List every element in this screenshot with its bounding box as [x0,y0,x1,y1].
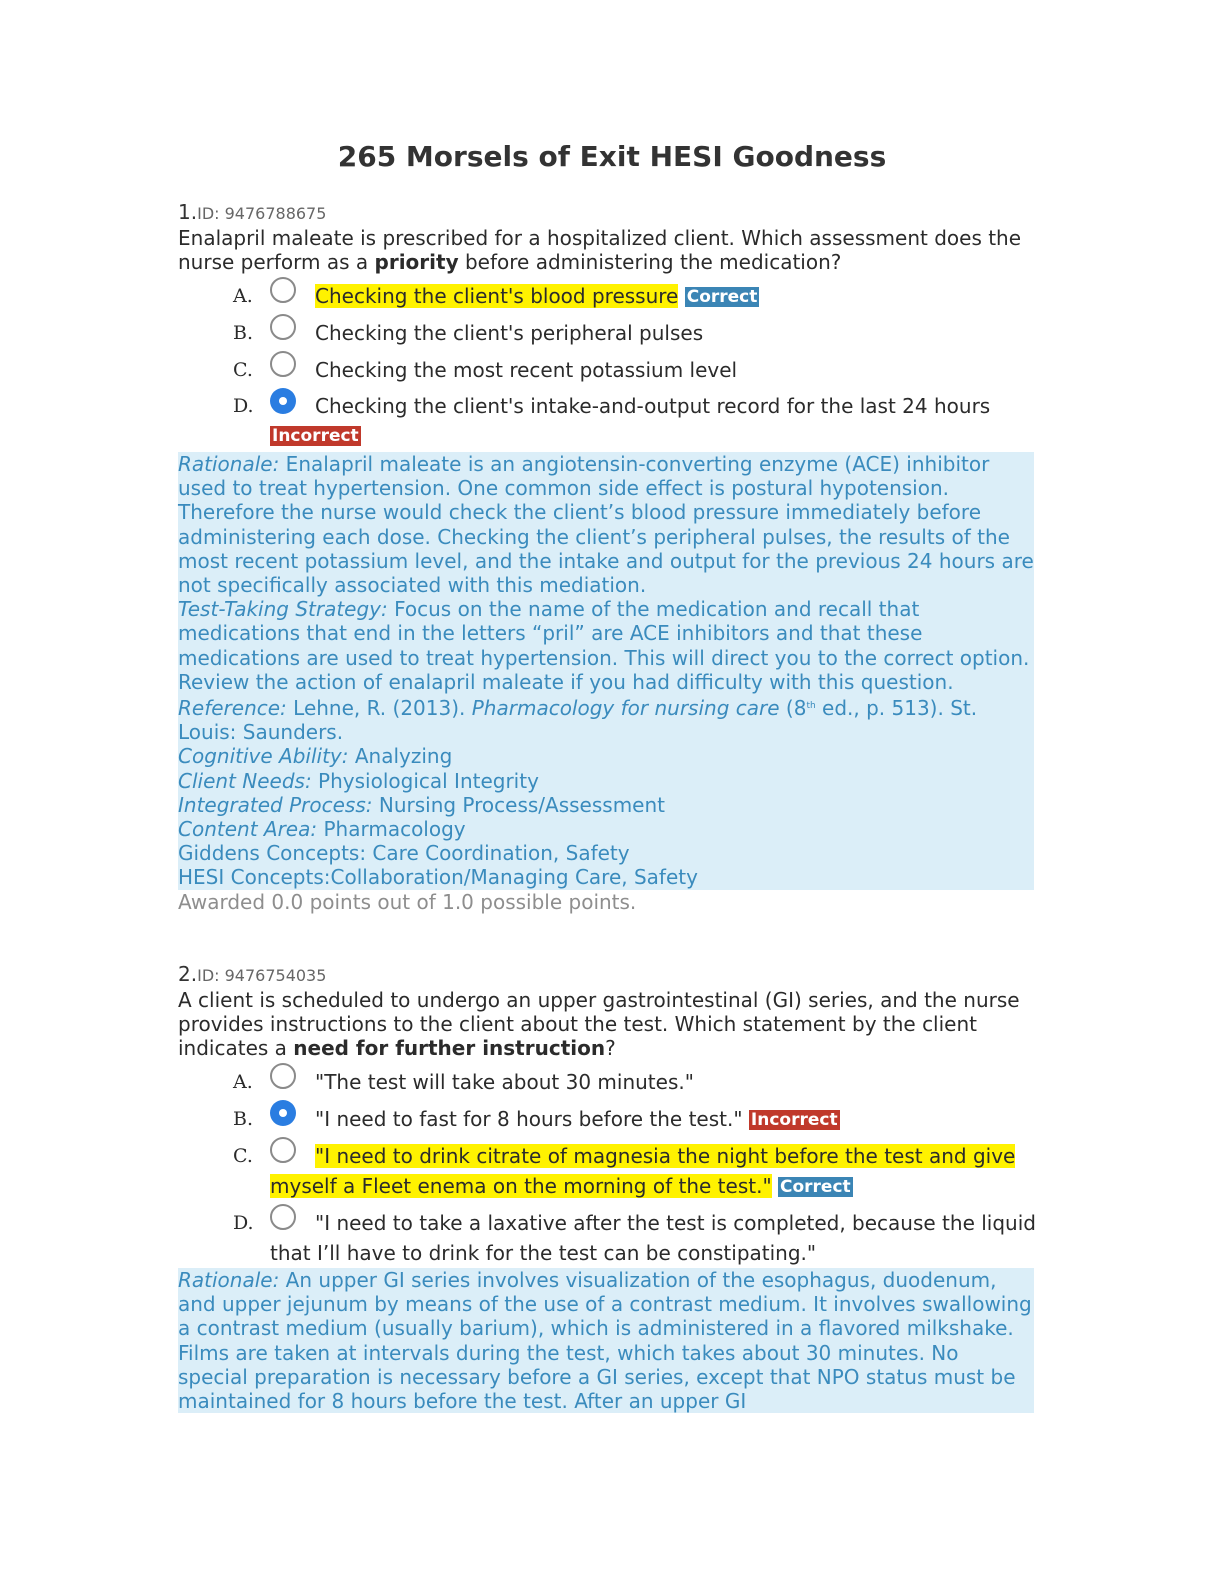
rationale-text: An upper GI series involves visualization of the esophagus, duodenum, and upper jejunum by means of the use of a contrast medium. It involves swallowing a contrast medium (usually barium), which is administered in a flavored milkshake. Films are taken at intervals during the test, which takes about 30 minutes. No special preparation is necessary before a GI series, except that NPO status must be maintained for 8 hours before the test. After an upper GI [178,1268,1032,1414]
rationale-paragraph [178,1268,1034,1413]
cognitive-value: Analyzing [348,744,453,769]
option-letter: A. [233,285,253,307]
option-text: Checking the client's intake-and-output record for the last 24 hours [315,394,991,418]
client-needs-line [178,769,1034,793]
question-id: ID: 9476788675 [197,204,327,223]
option-text: Checking the client's peripheral pulses [315,321,704,345]
awarded-points: Awarded 0.0 points out of 1.0 possible points. [178,889,637,914]
giddens-concepts-line: Giddens Concepts: Care Coordination, Safety [178,841,630,866]
option-letter: B. [233,322,254,344]
radio-button[interactable] [270,314,296,340]
reference-publisher: ed., p. 513). St. Louis: Saunders. [178,696,978,745]
page-title: 265 Morsels of Exit HESI Goodness [337,140,887,173]
question-number: 1. [178,200,198,224]
client-needs-value: Physiological Integrity [311,768,539,793]
radio-button-selected[interactable] [270,388,296,414]
answer-option-a[interactable] [178,1067,1038,1097]
stem-text: Enalapril maleate is prescribed for a hospitalized client. Which assessment does the nurse perform as a [178,226,1022,274]
stem-emphasis: need for further instruction [293,1036,606,1060]
rationale-text: Enalapril maleate is an angiotensin-converting enzyme (ACE) inhibitor used to treat hypertension. One common side effect is postural hypotension. Therefore the nurse would check the client’s blood pressure immediately before administering each dose. Checking the client’s peripheral pulses, the results of the most recent potassium level, and the intake and output for the previous 24 hours are not specifically associated with this mediation. [178,452,1034,598]
answer-option-d[interactable] [178,1208,1038,1268]
answer-option-d[interactable] [178,392,1038,450]
radio-button[interactable] [270,351,296,377]
option-text: "I need to take a laxative after the test is completed, because the liquid that I’ll have to drink for the test can be constipating." [270,1211,1036,1265]
reference-author: Lehne, R. (2013). [286,696,472,721]
correct-badge: Correct [780,1177,851,1197]
radio-button[interactable] [270,277,296,303]
option-letter: D. [233,1212,254,1234]
reference-edition: (8 [779,696,807,721]
question-1 [178,200,1038,914]
option-letter: C. [233,359,253,381]
hesi-concepts-line: HESI Concepts:Collaboration/Managing Care, Safety [178,865,698,890]
question-2 [178,962,1038,1413]
radio-button[interactable] [270,1137,296,1163]
stem-text: A client is scheduled to undergo an upper gastrointestinal (GI) series, and the nurse provides instructions to the client about the test. Which statement by the client indicates a [178,988,1020,1060]
answer-option-b[interactable] [178,1104,1038,1134]
answer-option-c[interactable] [178,1141,1038,1201]
incorrect-badge: Incorrect [750,1110,838,1130]
stem-emphasis: priority [374,250,459,274]
option-text: Checking the client's blood pressure [315,284,679,308]
reference-book-title: Pharmacology for nursing care [471,696,780,721]
option-text: Checking the most recent potassium level [315,358,738,382]
option-text: "The test will take about 30 minutes." [315,1070,694,1094]
answer-options [178,281,1038,450]
answer-option-a[interactable] [178,281,1038,311]
rationale-box [178,452,1034,890]
integrated-process-line [178,793,1034,817]
cognitive-label: Cognitive Ability: [178,744,349,769]
question-header [178,200,1038,226]
strategy-label: Test-Taking Strategy: [178,597,388,622]
cognitive-ability-line [178,744,1034,768]
option-letter: B. [233,1108,254,1130]
option-text: "I need to drink citrate of magnesia the night before the test and give myself a Fleet enema on the morning of the test." [270,1144,1016,1198]
rationale-label: Rationale: [178,452,280,476]
process-label: Integrated Process: [178,792,373,817]
radio-button[interactable] [270,1204,296,1230]
rationale-box [178,1268,1034,1413]
strategy-paragraph [178,597,1034,694]
rationale-paragraph [178,452,1034,597]
answer-option-c[interactable] [178,355,1038,385]
option-letter: D. [233,395,254,417]
radio-button-selected[interactable] [270,1100,296,1126]
content-area-label: Content Area: [178,817,318,842]
strategy-text: Focus on the name of the medication and recall that medications that end in the letters “pril” are ACE inhibitors and that these medications are used to treat hypertension. This will direct you to the correct option. Review the action of enalapril maleate if you had difficulty with this question. [178,597,1030,694]
client-needs-label: Client Needs: [178,768,312,793]
content-area-line [178,817,1034,841]
process-value: Nursing Process/Assessment [372,792,665,817]
stem-text-end: before administering the medication? [458,250,842,274]
option-text: "I need to fast for 8 hours before the test." [315,1107,743,1131]
rationale-label: Rationale: [178,1268,280,1292]
incorrect-badge: Incorrect [272,426,359,446]
question-number: 2. [178,962,198,986]
content-area-value: Pharmacology [317,817,466,842]
reference-paragraph [178,694,1034,744]
answer-option-b[interactable] [178,318,1038,348]
question-id: ID: 9476754035 [197,966,327,985]
option-letter: A. [233,1071,253,1093]
question-stem [178,226,1038,274]
radio-button[interactable] [270,1063,296,1089]
correct-badge: Correct [686,287,758,307]
option-letter: C. [233,1145,253,1167]
question-header [178,962,1038,988]
reference-edition-suffix: th [806,701,816,712]
question-stem [178,988,1038,1060]
stem-text-end: ? [605,1036,616,1060]
reference-label: Reference: [178,696,287,721]
answer-options [178,1067,1038,1268]
